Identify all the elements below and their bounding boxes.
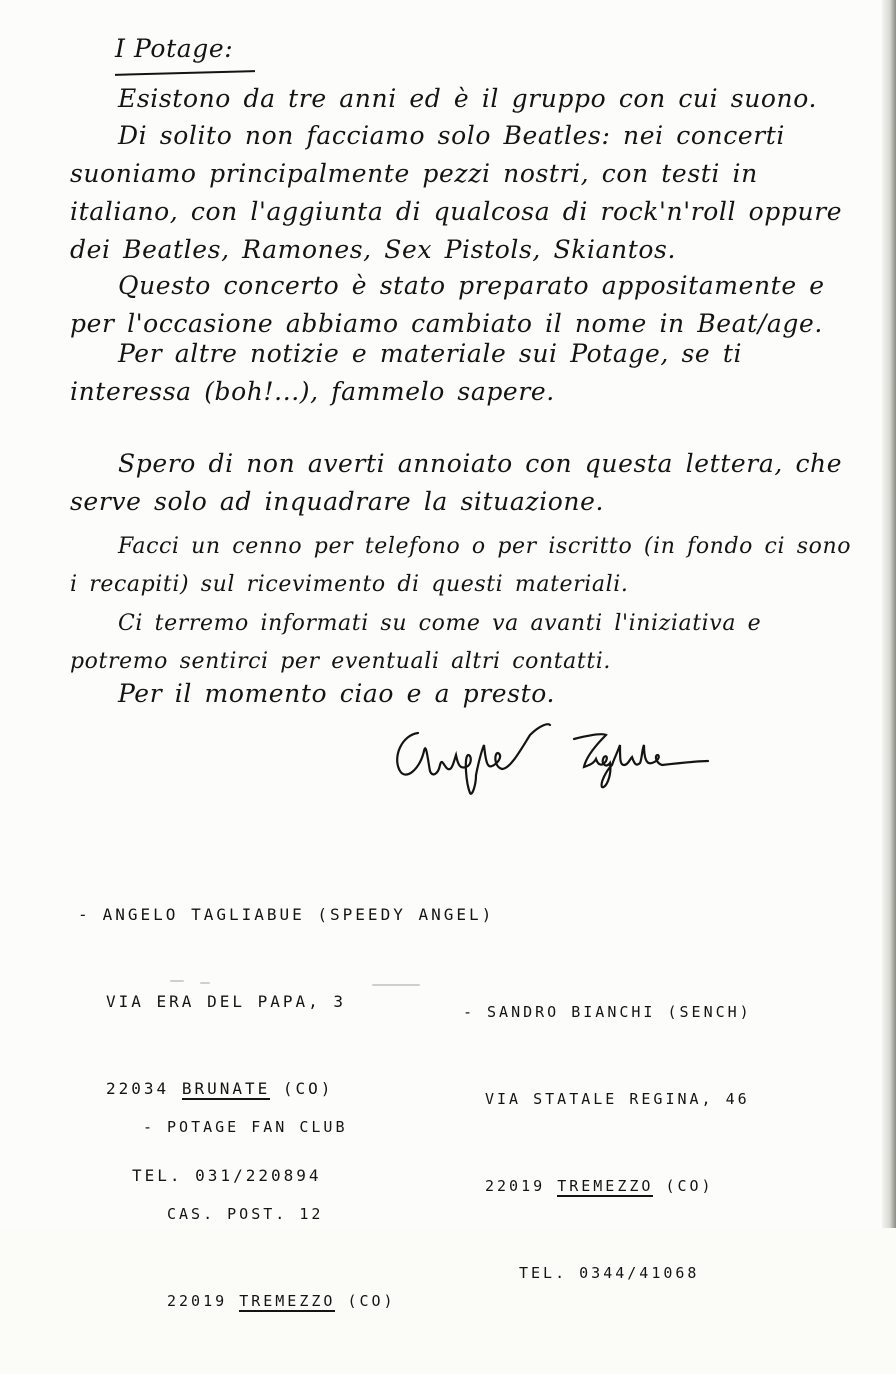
bullet-dash: - bbox=[78, 905, 91, 924]
paragraph-keep-informed: Ci terremo informati su come va avanti l'iniziativa e potremo sentirci per eventuali altri contatti. bbox=[70, 611, 762, 674]
handwritten-signature bbox=[380, 705, 710, 805]
address-sandro bbox=[463, 940, 752, 1346]
letter-heading: I Potage: bbox=[115, 34, 234, 63]
address-phone: TEL. 031/220894 bbox=[132, 1166, 322, 1185]
address-province: (CO) bbox=[347, 1292, 396, 1310]
scan-edge bbox=[882, 0, 896, 1228]
scan-speck bbox=[372, 984, 420, 986]
address-postcode: 22034 bbox=[106, 1079, 170, 1098]
address-city: TREMEZZO bbox=[557, 1177, 654, 1195]
address-name: POTAGE FAN CLUB bbox=[167, 1118, 348, 1136]
paragraph-apology: Spero di non averti annoiato con questa lettera, che serve solo ad inquadrare la situazione. bbox=[70, 449, 843, 516]
address-postcode: 22019 bbox=[167, 1292, 228, 1310]
address-street: VIA STATALE REGINA, 46 bbox=[485, 1090, 750, 1108]
address-street: CAS. POST. 12 bbox=[167, 1205, 324, 1223]
address-name: SANDRO BIANCHI (SENCH) bbox=[487, 1003, 752, 1021]
address-postcode: 22019 bbox=[485, 1177, 546, 1195]
paragraph-intro: Esistono da tre anni ed è il gruppo con cui suono. bbox=[118, 84, 818, 113]
address-province: (CO) bbox=[282, 1079, 334, 1098]
paragraph-concert: Questo concerto è stato preparato appositamente e per l'occasione abbiamo cambiato il nome in Beat/age. bbox=[70, 271, 825, 338]
address-city: BRUNATE bbox=[181, 1079, 271, 1098]
address-name: ANGELO TAGLIABUE (SPEEDY ANGEL) bbox=[102, 905, 495, 924]
bullet-dash: - bbox=[463, 1003, 476, 1021]
scan-speck bbox=[170, 980, 184, 982]
heading-underline bbox=[115, 70, 255, 76]
address-street: VIA ERA DEL PAPA, 3 bbox=[106, 992, 347, 1011]
paragraph-more-info: Per altre notizie e materiale sui Potage, se ti interessa (boh!...), fammelo sapere. bbox=[70, 339, 743, 406]
bullet-dash: - bbox=[143, 1118, 156, 1136]
paragraph-repertoire: Di solito non facciamo solo Beatles: nei concerti suoniamo principalmente pezzi nostri, con testi in italiano, con l'aggiunta di qualcosa di rock'n'roll oppure dei Beatles, Ramones, Sex Pistols, Skiantos. bbox=[70, 121, 843, 264]
paragraph-contact-request: Facci un cenno per telefono o per iscritto (in fondo ci sono i recapiti) sul ricevimento di questi materiali. bbox=[70, 534, 852, 597]
address-city: TREMEZZO bbox=[239, 1292, 336, 1310]
address-phone: TEL. 0344/41068 bbox=[519, 1264, 700, 1282]
scan-speck bbox=[200, 982, 210, 984]
address-province: (CO) bbox=[665, 1177, 714, 1195]
address-fanclub bbox=[143, 1055, 396, 1374]
paragraph-closing: Per il momento ciao e a presto. bbox=[118, 679, 556, 708]
